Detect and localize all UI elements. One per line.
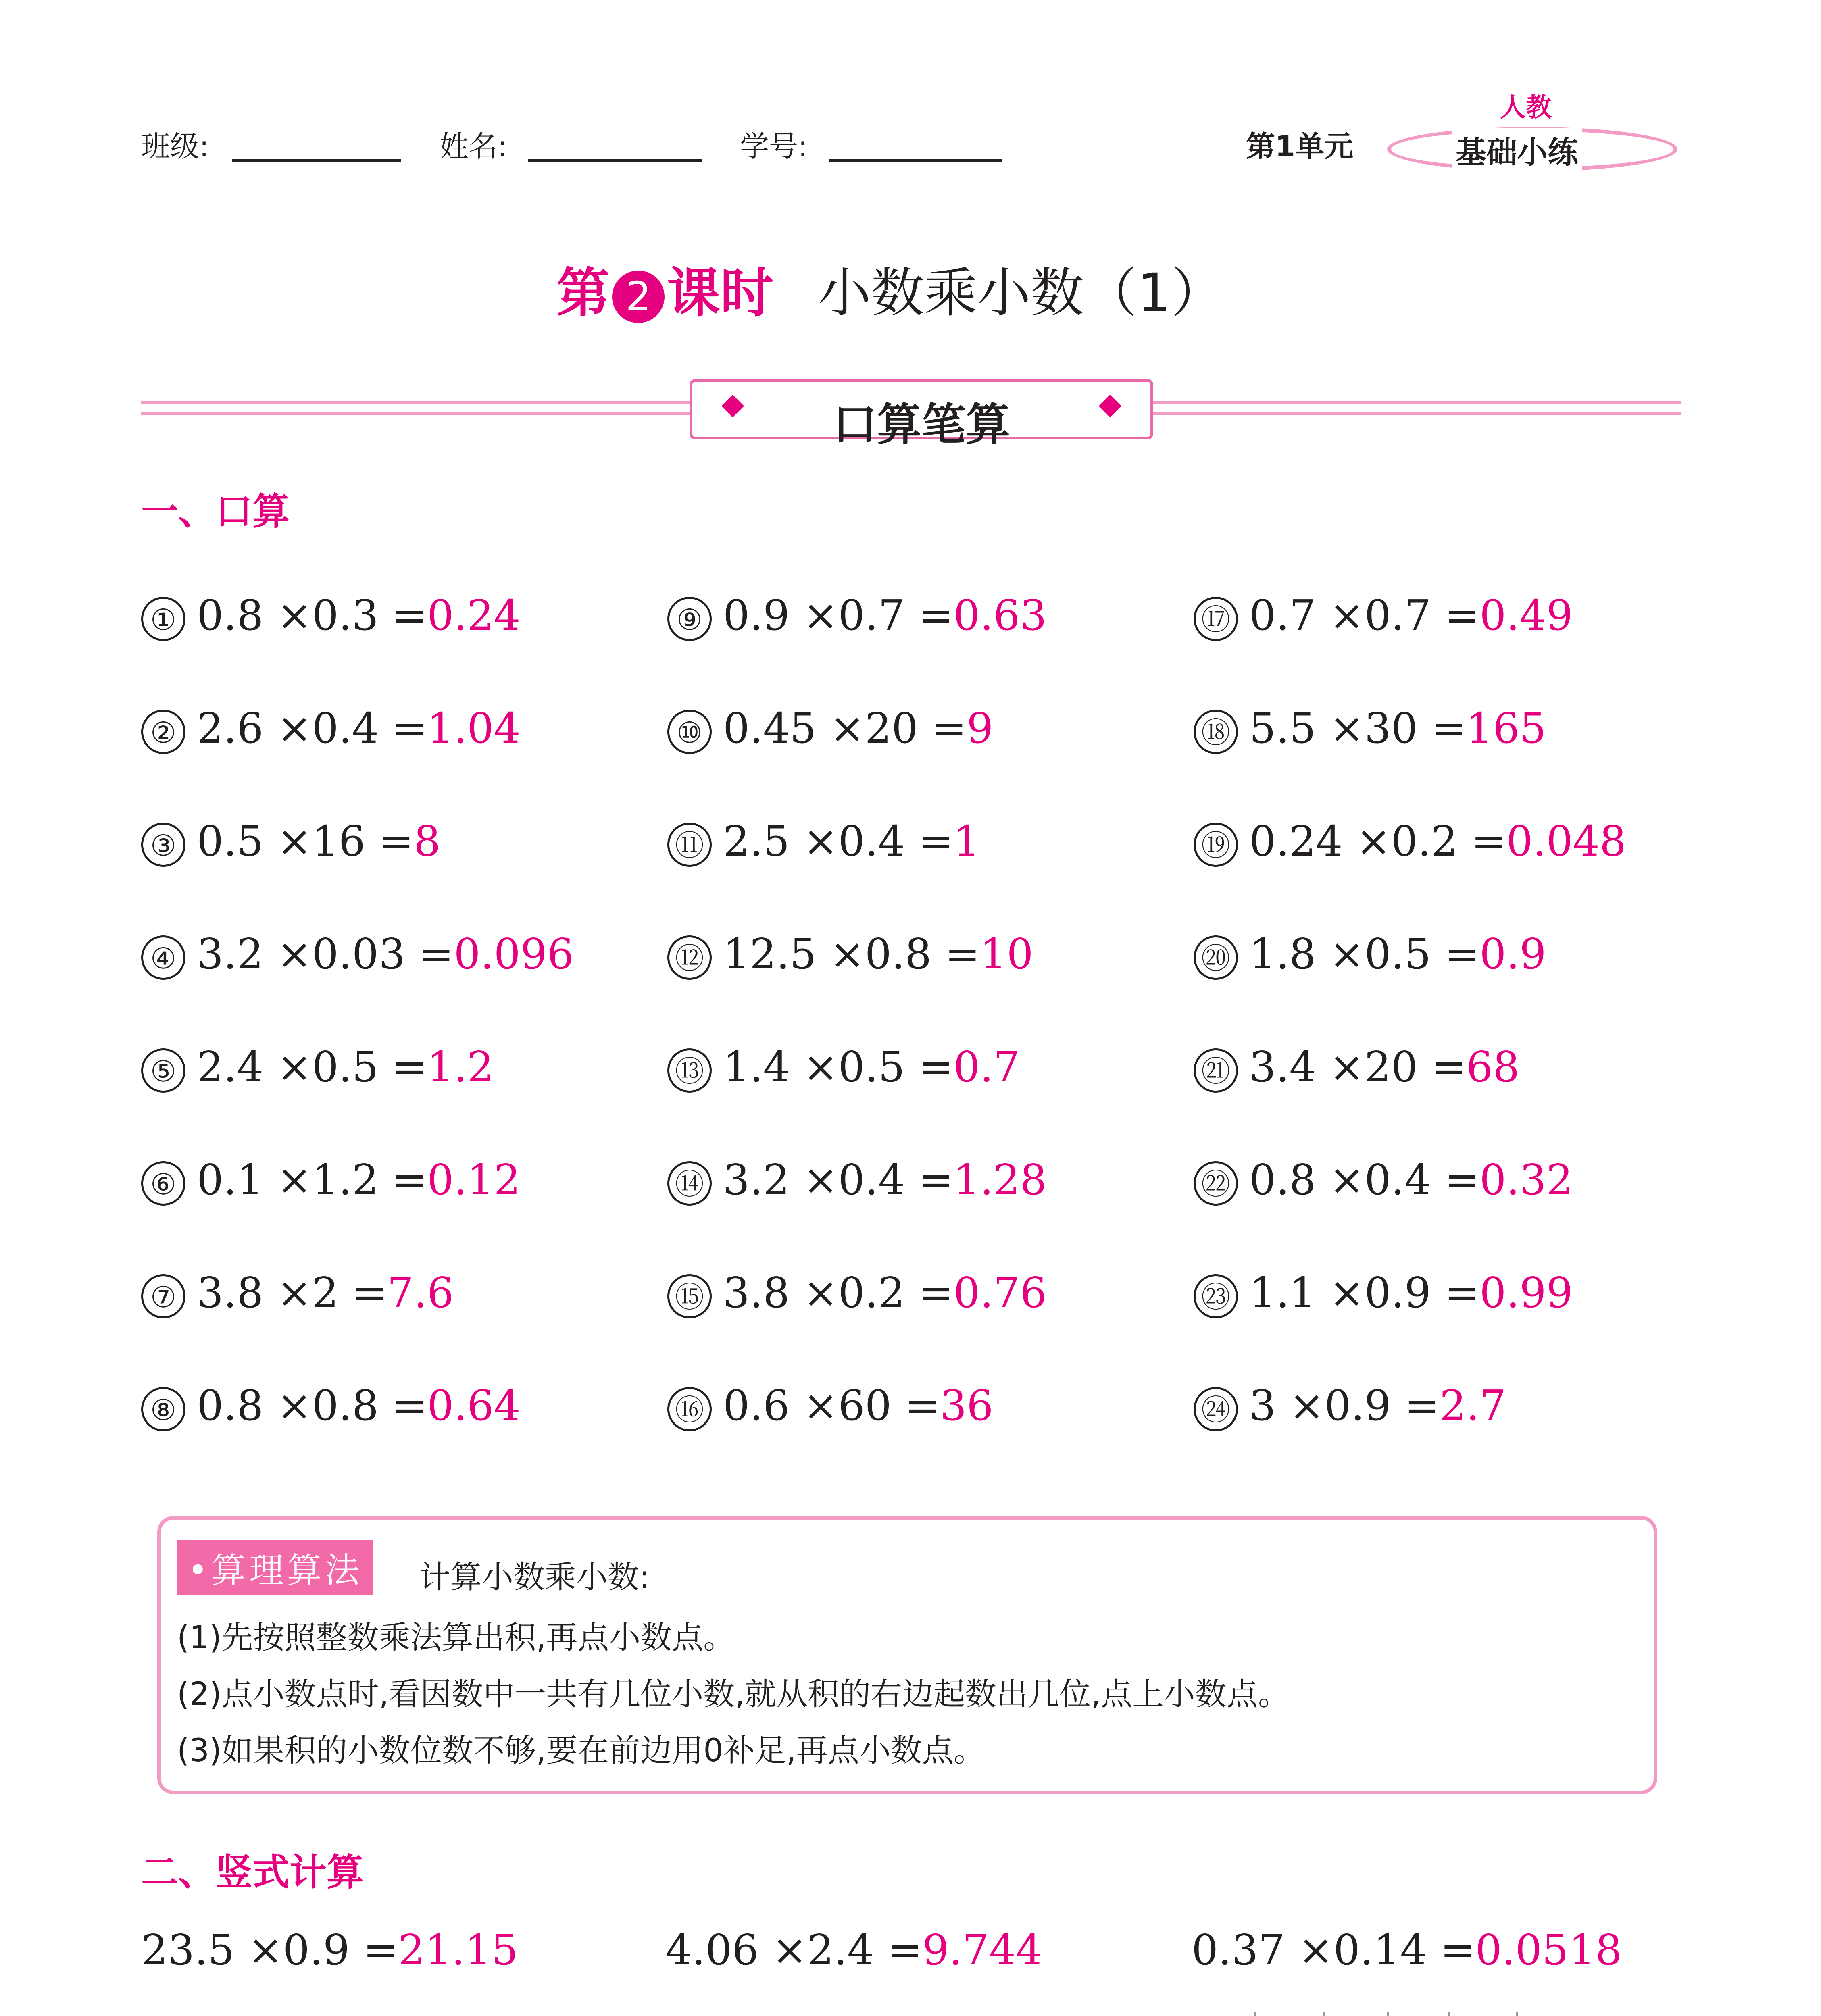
item-number: ⑩ [667,710,712,754]
item-expr: 0.8 ×0.8 = [197,1381,427,1430]
item-number: ㉒ [1194,1161,1238,1206]
item-answer[interactable]: 68 [1466,1042,1520,1091]
oral-item [667,704,993,754]
item-expr: 3.2 ×0.4 = [723,1155,954,1204]
student-id-blank[interactable] [829,159,1002,162]
item-number: ⑬ [667,1048,712,1093]
grid-line [1254,2012,1256,2016]
oral-item [1194,1268,1573,1318]
item-number: ㉑ [1194,1048,1238,1093]
grid-line [1516,2012,1518,2016]
oral-item [1194,929,1546,980]
oral-item [667,591,1047,641]
item-expr: 0.8 ×0.4 = [1249,1155,1480,1204]
vertical-problem-2 [665,1925,1042,1974]
vertical-problem-3 [1192,1925,1622,1974]
item-answer[interactable]: 0.7 [953,1042,1020,1091]
item-number: ⑥ [141,1161,185,1206]
item-number: ① [141,597,185,641]
item-expr: 0.24 ×0.2 = [1249,816,1506,866]
section-banner [690,379,1153,450]
item-expr: 3 ×0.9 = [1249,1381,1440,1430]
oral-item [141,929,574,980]
oral-item [1194,816,1626,867]
item-answer[interactable]: 0.24 [427,591,521,640]
oral-item [667,1155,1047,1206]
item-expr: 12.5 ×0.8 = [723,929,980,979]
oral-item [1194,1155,1573,1206]
item-number: ⑮ [667,1274,712,1318]
item-expr: 0.5 ×16 = [197,816,414,866]
oral-item [1194,591,1573,641]
item-answer[interactable]: 2.7 [1439,1381,1506,1430]
item-number: ⑯ [667,1387,712,1431]
class-label: 班级: [141,129,209,163]
lesson-topic: 小数乘小数（1） [818,262,1224,324]
item-answer[interactable]: 1.28 [953,1155,1047,1204]
class-blank[interactable] [232,159,401,162]
item-answer[interactable]: 0.048 [1506,816,1627,866]
tip-tag: •算理算法 [177,1540,373,1595]
item-answer[interactable]: 9 [967,704,994,753]
lesson-title [556,250,1224,327]
edition-label: 人教 [1500,93,1552,123]
problem-expr: 0.37 ×0.14 = [1192,1925,1475,1974]
item-answer[interactable]: 8 [414,816,441,866]
grid-line [1387,2012,1389,2016]
item-answer[interactable]: 1 [953,816,980,866]
lesson-number-badge: 2 [612,271,665,323]
item-number: ⑰ [1194,597,1238,641]
item-number: ⑲ [1194,823,1238,867]
item-answer[interactable]: 0.99 [1479,1268,1573,1317]
brand-logo [1387,119,1677,171]
vertical-calc-heading: 二、竖式计算 [141,1851,364,1894]
item-answer[interactable]: 10 [980,929,1033,979]
oral-item [667,1268,1047,1318]
grid-line [1323,2012,1325,2016]
unit-label: 第1单元 [1246,129,1354,163]
tip-line: (2)点小数点时,看因数中一共有几位小数,就从积的右边起数出几位,点上小数点。 [177,1676,1290,1712]
item-answer[interactable]: 1.2 [427,1042,494,1091]
tip-intro: 计算小数乘小数: [419,1559,650,1595]
method-tip-box [157,1516,1657,1794]
tip-line: (3)如果积的小数位数不够,要在前边用0补足,再点小数点。 [177,1733,985,1769]
item-number: ⑳ [1194,935,1238,980]
item-number: ⑧ [141,1387,185,1431]
oral-item [1194,704,1546,754]
problem-answer[interactable]: 21.15 [398,1925,519,1974]
item-answer[interactable]: 0.63 [953,591,1047,640]
vertical-problem-1 [141,1925,518,1974]
oral-item [141,1155,521,1206]
problem-answer[interactable]: 9.744 [922,1925,1043,1974]
item-answer[interactable]: 7.6 [387,1268,454,1317]
oral-item [667,816,980,867]
item-number: ② [141,710,185,754]
banner-title: 口算笔算 [833,399,1010,450]
item-answer[interactable]: 0.76 [953,1268,1047,1317]
item-answer[interactable]: 0.64 [427,1381,521,1430]
item-expr: 0.6 ×60 = [723,1381,940,1430]
item-answer[interactable]: 165 [1466,704,1546,753]
item-expr: 3.4 ×20 = [1249,1042,1467,1091]
brand-text: 基础小练 [1452,128,1582,172]
grid-line [1448,2012,1450,2016]
student-id-label: 学号: [740,129,808,163]
item-number: ⑪ [667,823,712,867]
oral-item [141,1381,521,1431]
item-expr: 1.8 ×0.5 = [1249,929,1480,979]
oral-item [667,929,1033,980]
item-answer[interactable]: 36 [940,1381,994,1430]
item-answer[interactable]: 1.04 [427,704,521,753]
item-number: ⑨ [667,597,712,641]
item-number: ④ [141,935,185,980]
oral-item [141,704,521,754]
item-number: ⑦ [141,1274,185,1318]
item-answer[interactable]: 0.9 [1479,929,1546,979]
item-number: ㉓ [1194,1274,1238,1318]
item-expr: 0.1 ×1.2 = [197,1155,427,1204]
oral-item [667,1042,1020,1093]
oral-item [667,1381,993,1431]
item-expr: 2.6 ×0.4 = [197,704,427,753]
item-expr: 0.8 ×0.3 = [197,591,427,640]
oral-item [141,591,521,641]
item-answer[interactable]: 0.12 [427,1155,521,1204]
problem-expr: 23.5 ×0.9 = [141,1925,398,1974]
item-expr: 3.8 ×0.2 = [723,1268,954,1317]
oral-item [141,1042,494,1093]
item-expr: 5.5 ×30 = [1249,704,1467,753]
tip-line: (1)先按照整数乘法算出积,再点小数点。 [177,1620,735,1656]
name-blank[interactable] [528,159,702,162]
lesson-prefix: 第 [556,262,610,324]
item-expr: 0.45 ×20 = [723,704,967,753]
oral-item [141,1268,454,1318]
item-answer[interactable]: 0.32 [1479,1155,1573,1204]
item-expr: 1.1 ×0.9 = [1249,1268,1480,1317]
name-label: 姓名: [440,129,508,163]
item-answer[interactable]: 0.096 [454,929,574,979]
lesson-suffix: 课时 [667,262,773,324]
oral-item [141,816,440,867]
item-number: ⑤ [141,1048,185,1093]
oral-calc-heading: 一、口算 [141,490,290,533]
item-expr: 3.8 ×2 = [197,1268,387,1317]
item-number: ③ [141,823,185,867]
problem-answer[interactable]: 0.0518 [1475,1925,1622,1974]
item-expr: 2.5 ×0.4 = [723,816,954,866]
item-expr: 0.7 ×0.7 = [1249,591,1480,640]
item-number: ㉔ [1194,1387,1238,1431]
item-number: ⑫ [667,935,712,980]
item-number: ⑱ [1194,710,1238,754]
item-expr: 1.4 ×0.5 = [723,1042,954,1091]
problem-expr: 4.06 ×2.4 = [665,1925,923,1974]
oral-item [1194,1042,1519,1093]
item-number: ⑭ [667,1161,712,1206]
item-expr: 3.2 ×0.03 = [197,929,454,979]
item-expr: 2.4 ×0.5 = [197,1042,427,1091]
item-answer[interactable]: 0.49 [1479,591,1573,640]
item-expr: 0.9 ×0.7 = [723,591,954,640]
oral-item [1194,1381,1506,1431]
